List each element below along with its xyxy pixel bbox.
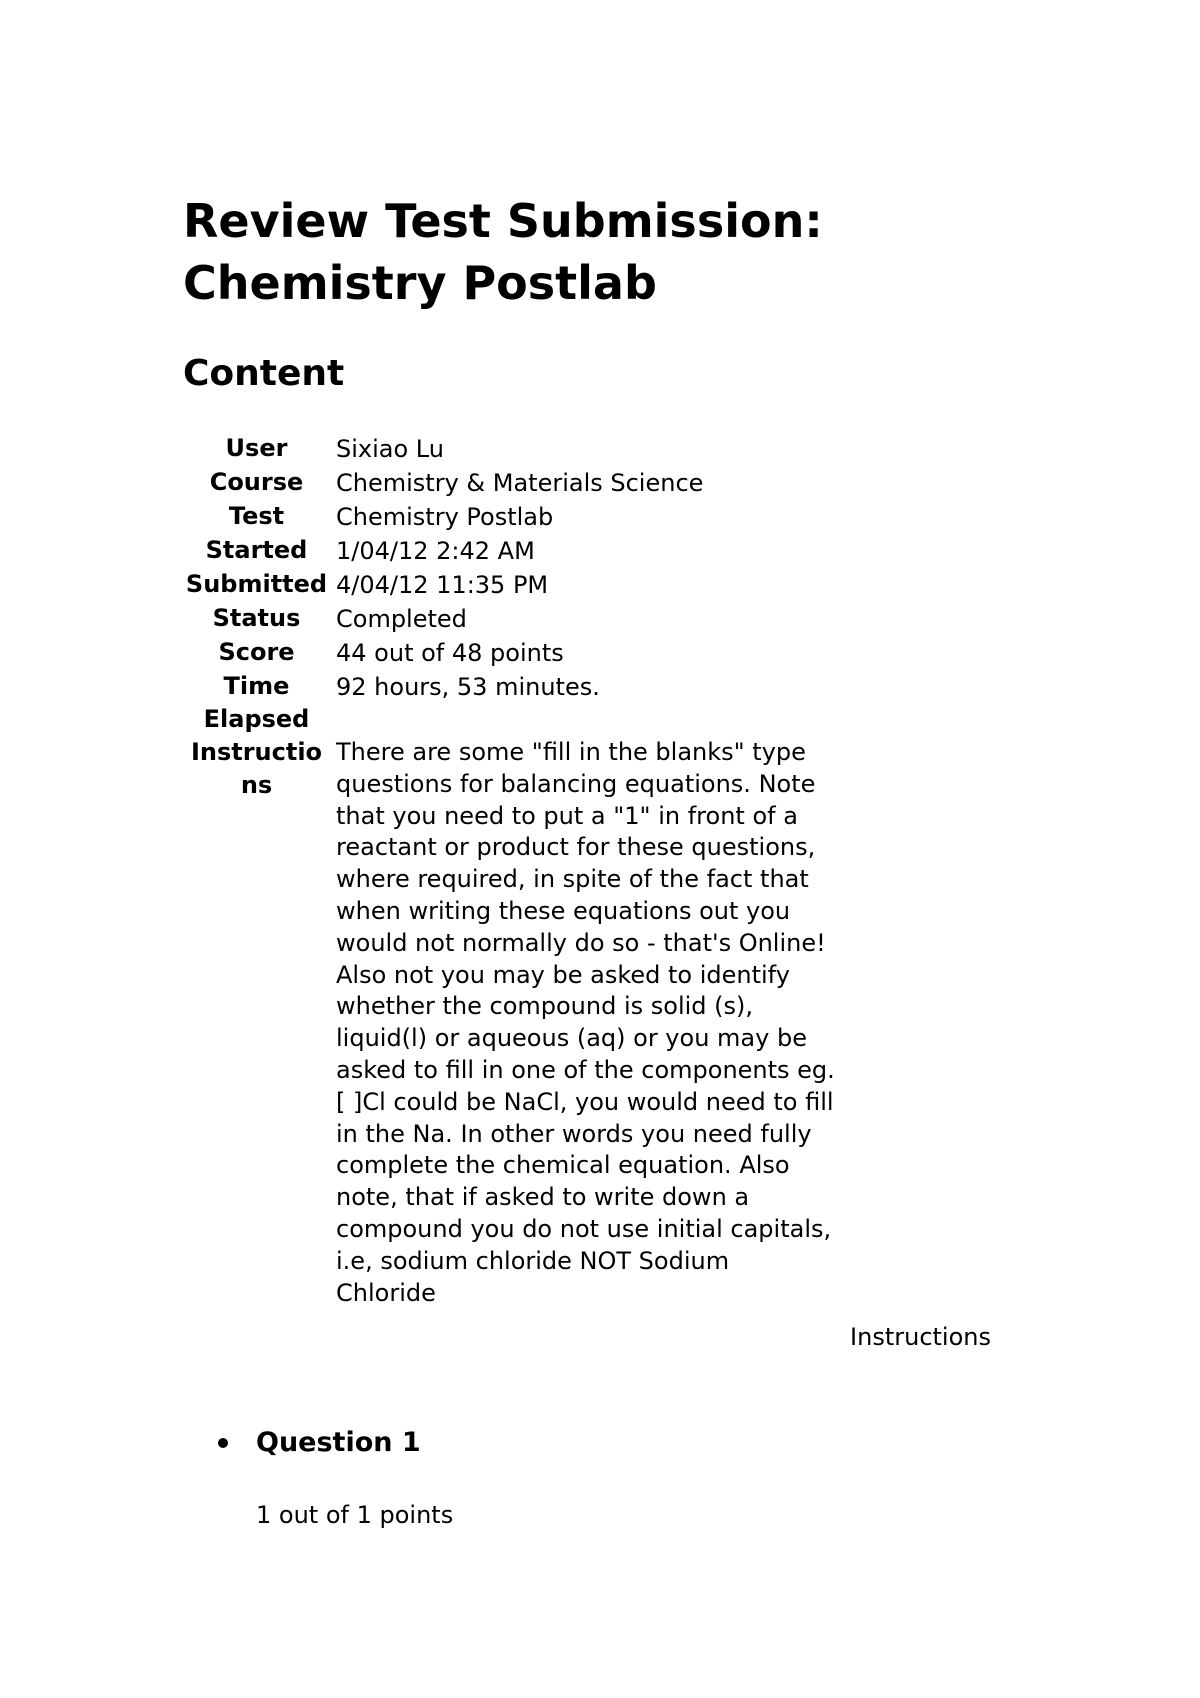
- instructions-caption: Instructions: [850, 1323, 991, 1351]
- detail-label: User: [225, 434, 288, 462]
- detail-row-instructions: [183, 736, 836, 1309]
- detail-label: Instructions: [190, 738, 323, 799]
- detail-row-submitted: [183, 568, 836, 602]
- detail-label: Started: [205, 536, 308, 564]
- detail-label: Test: [228, 502, 285, 530]
- detail-value: Sixiao Lu: [336, 435, 444, 463]
- detail-label: Submitted: [185, 570, 328, 598]
- detail-label: Time Elapsed: [203, 672, 310, 733]
- detail-value: Completed: [336, 605, 467, 633]
- detail-value: Chemistry & Materials Science: [336, 469, 704, 497]
- submission-details-table: [183, 432, 836, 1309]
- question-list: [218, 1422, 453, 1532]
- detail-value: 92 hours, 53 minutes.: [336, 673, 600, 701]
- detail-value: Chemistry Postlab: [336, 503, 554, 531]
- detail-value: 44 out of 48 points: [336, 639, 564, 667]
- detail-row-course: [183, 466, 836, 500]
- detail-value: 1/04/12 2:42 AM: [336, 537, 535, 565]
- detail-row-started: [183, 534, 836, 568]
- list-item: [218, 1422, 453, 1532]
- question-title: Question 1: [256, 1427, 421, 1458]
- page-title: [183, 190, 1083, 314]
- detail-value: 4/04/12 11:35 PM: [336, 571, 549, 599]
- detail-label: Status: [212, 604, 301, 632]
- section-heading-content: Content: [183, 353, 345, 394]
- page-title-line-1: Review Test Submission:: [183, 194, 823, 248]
- detail-row-score: [183, 636, 836, 670]
- detail-row-user: [183, 432, 836, 466]
- page-title-line-2: Chemistry Postlab: [183, 256, 657, 310]
- detail-row-status: [183, 602, 836, 636]
- detail-row-time-elapsed: [183, 670, 836, 736]
- detail-row-test: [183, 500, 836, 534]
- detail-label: Score: [218, 638, 295, 666]
- instructions-text: There are some "fill in the blanks" type questions for balancing equations. Note that you need to put a "1" in front of a reactant or product for these questions, where required, in spite of the fact that when writing these equations out you would not normally do so - that's Online! Also not you may be asked to identify whether the compound is solid (s), liquid(l) or aqueous (aq) or you may be asked to fill in one of the components eg. [ ]Cl could be NaCl, you would need to fill in the Na. In other words you need fully complete the chemical equation. Also note, that if asked to write down a compound you do not use initial capitals, i.e, sodium chloride NOT Sodium Chloride: [336, 738, 835, 1307]
- detail-label: Course: [209, 468, 304, 496]
- bullet-icon: [218, 1438, 228, 1448]
- question-points: 1 out of 1 points: [256, 1501, 454, 1529]
